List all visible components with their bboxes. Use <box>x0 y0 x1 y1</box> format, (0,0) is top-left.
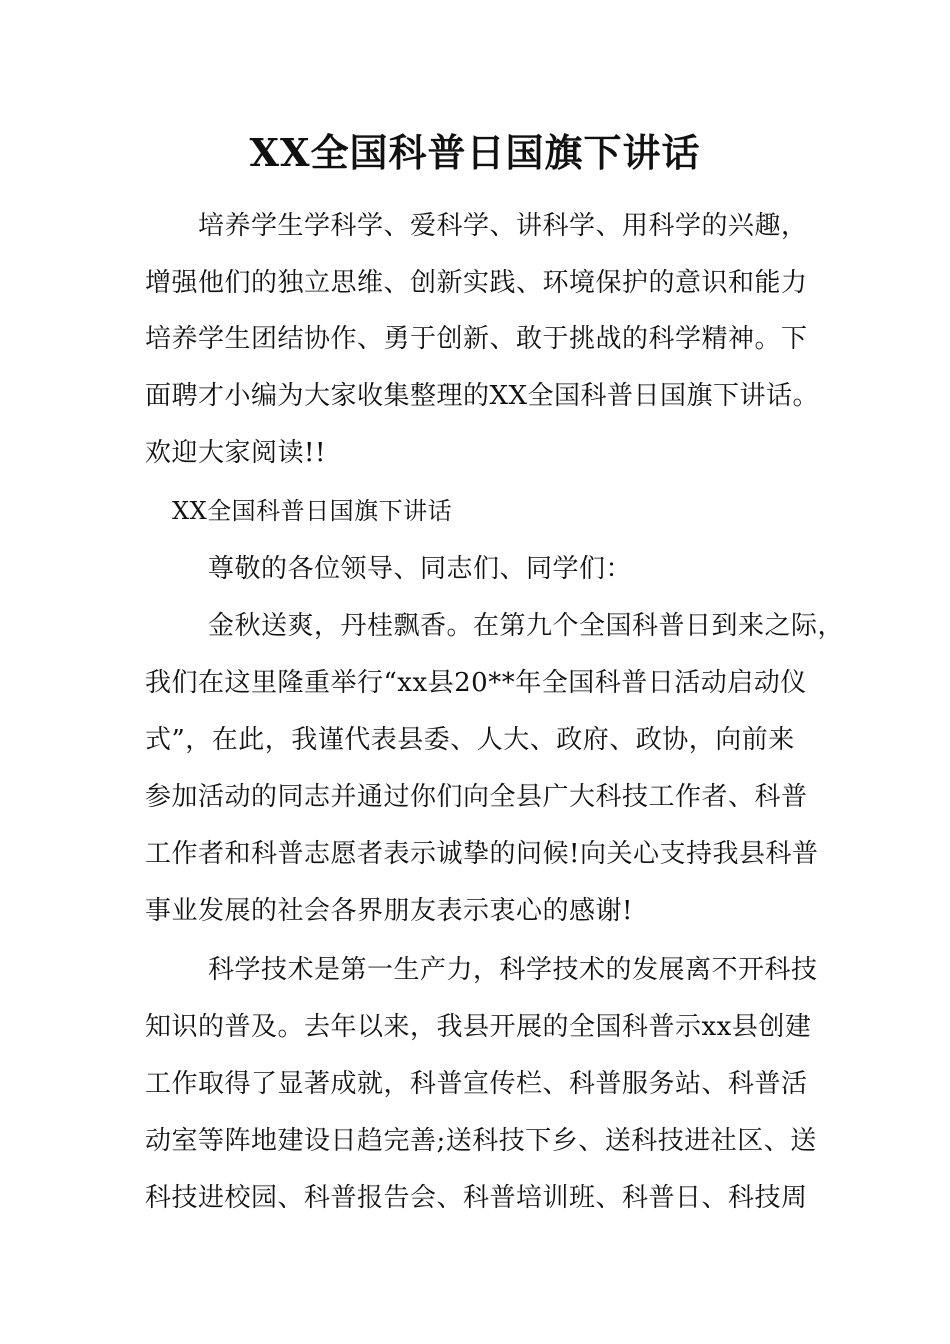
section-subtitle: XX全国科普日国旗下讲话 <box>172 497 453 525</box>
paragraph-2-line-5: 科技进校园、科普报告会、科普培训班、科普日、科技周 <box>145 1183 808 1213</box>
paragraph-1-line-3: 式”，在此，我谨代表县委、人大、政府、政协，向前来 <box>145 725 795 755</box>
intro-line-3: 培养学生团结协作、勇于创新、敢于挑战的科学精神。下 <box>145 324 808 354</box>
intro-line-2: 增强他们的独立思维、创新实践、环境保护的意识和能力 <box>145 268 808 298</box>
intro-line-1: 培养学生学科学、爱科学、讲科学、用科学的兴趣， <box>198 211 808 241</box>
paragraph-1-line-6: 事业发展的社会各界朋友表示衷心的感谢! <box>145 896 633 926</box>
document-title: XX全国科普日国旗下讲话 <box>249 130 701 175</box>
paragraph-2-line-1: 科学技术是第一生产力，科学技术的发展离不开科技 <box>208 955 818 985</box>
paragraph-1-line-4: 参加活动的同志并通过你们向全县广大科技工作者、科普 <box>145 782 808 812</box>
salutation: 尊敬的各位领导、同志们、同学们： <box>208 554 633 584</box>
paragraph-2-line-3: 工作取得了显著成就，科普宣传栏、科普服务站、科普活 <box>145 1069 808 1099</box>
paragraph-2-line-4: 动室等阵地建设日趋完善;送科技下乡、送科技进社区、送 <box>145 1126 817 1156</box>
intro-line-4: 面聘才小编为大家收集整理的XX全国科普日国旗下讲话。 <box>145 381 820 411</box>
intro-line-5: 欢迎大家阅读!! <box>145 438 326 468</box>
paragraph-2-line-2: 知识的普及。去年以来，我县开展的全国科普示xx县创建 <box>145 1012 812 1042</box>
paragraph-1-line-5: 工作者和科普志愿者表示诚挚的问候!向关心支持我县科普 <box>145 839 819 869</box>
paragraph-1-line-2: 我们在这里隆重举行“xx县20**年全国科普日活动启动仪 <box>145 668 807 698</box>
paragraph-1-line-1: 金秋送爽，丹桂飘香。在第九个全国科普日到来之际， <box>208 611 845 641</box>
